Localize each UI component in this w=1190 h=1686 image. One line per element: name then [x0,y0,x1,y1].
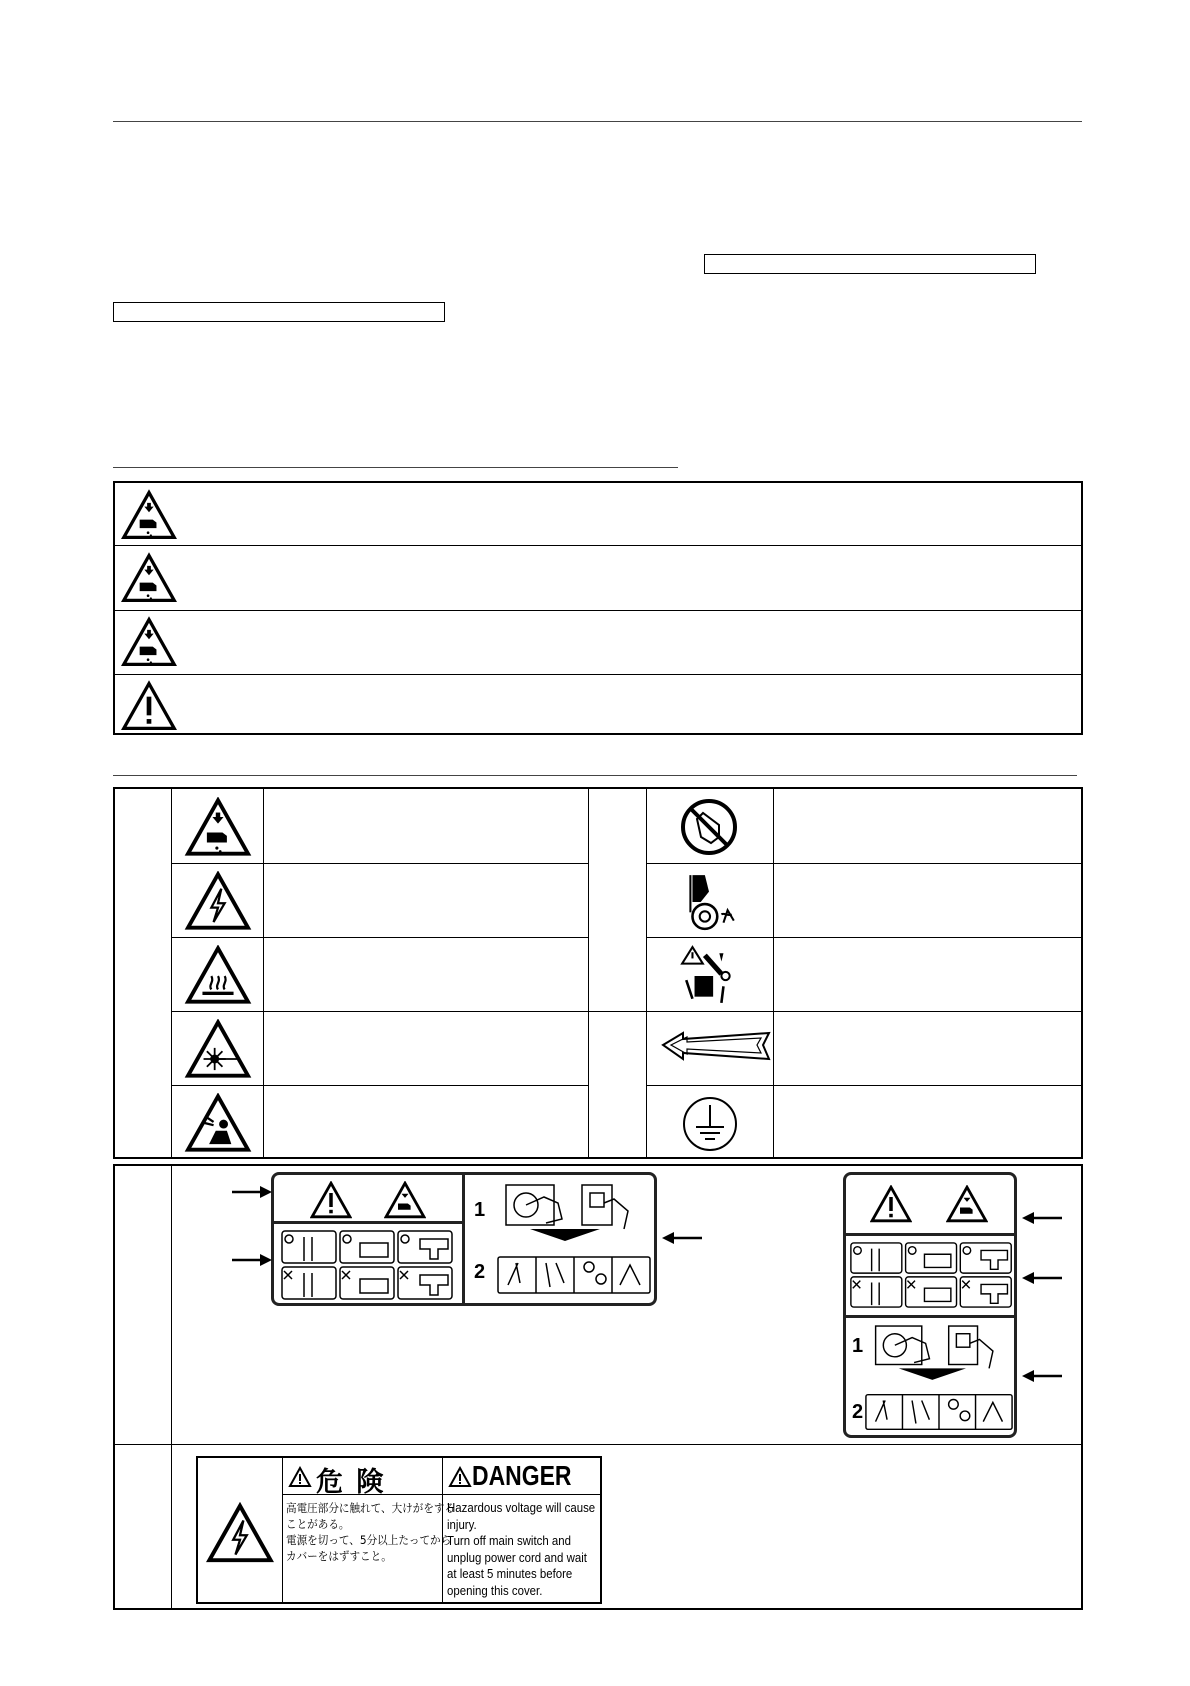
section-rule-2 [113,775,1077,776]
hand-crush-warning-icon [121,489,177,541]
step-1-number: 1 [474,1199,486,1221]
ground-icon [681,1095,739,1153]
pointer-arrow-icon [662,1230,702,1246]
power-switch-off-icon [496,1181,652,1243]
blank-field-box-1 [704,254,1036,274]
hand-crush-warning-icon [183,797,253,857]
pulley-belt-icon [676,871,742,933]
pointer-arrow-icon [232,1184,272,1200]
pointer-arrow-icon [232,1252,272,1268]
danger-en-line: injury. [447,1516,477,1532]
no-touch-icon [676,797,742,857]
pictogram-grid [849,1239,1015,1311]
exclamation-warning-icon [310,1181,352,1219]
direction-arrow-icon [659,1025,775,1065]
warning-label-horizontal [271,1172,657,1306]
needle-injury-icon [676,945,742,1007]
danger-en-line: opening this cover. [447,1582,543,1598]
hand-crush-warning-icon [384,1181,426,1219]
small-warning-triangle-icon [448,1466,472,1488]
hot-surface-icon [183,945,253,1005]
section-rule-1 [113,467,678,468]
danger-en-text [447,1500,595,1599]
danger-label [196,1456,602,1604]
exclamation-warning-icon [121,680,177,732]
blank-field-box-2 [113,302,445,322]
pictogram-grid [280,1229,456,1301]
danger-en-heading: DANGER [472,1460,572,1491]
danger-jp-text [286,1500,455,1564]
danger-jp-heading: 危 険 [316,1467,386,1498]
hand-crush-warning-icon [121,616,177,668]
laser-icon [183,1019,253,1079]
small-warning-triangle-icon [288,1466,312,1488]
step-2-number: 2 [852,1401,864,1423]
exclamation-warning-icon [870,1185,912,1223]
maintenance-pictograms [496,1255,652,1295]
danger-jp-line: ことがある。 [286,1517,350,1531]
danger-en-line: unplug power cord and wait [447,1549,587,1565]
warning-label-vertical [843,1172,1017,1438]
danger-jp-line: 高電圧部分に触れて、大けがをする [286,1501,456,1515]
step-2-number: 2 [474,1261,486,1283]
high-voltage-icon [183,871,253,931]
high-voltage-icon [206,1502,274,1564]
entanglement-icon [183,1093,253,1153]
pointer-arrow-icon [1022,1368,1062,1384]
hand-crush-warning-icon [121,552,177,604]
danger-jp-line: カバーをはずすこと。 [286,1549,392,1563]
power-switch-off-icon [866,1321,1016,1383]
symbols-table [113,787,1083,1159]
pointer-arrow-icon [1022,1210,1062,1226]
top-rule [113,121,1082,122]
danger-en-line: at least 5 minutes before [447,1566,573,1581]
danger-en-line: Hazardous voltage will cause [447,1500,596,1515]
warning-rows-table [113,481,1083,735]
hand-crush-warning-icon [946,1185,988,1223]
pointer-arrow-icon [1022,1270,1062,1286]
danger-jp-line: 電源を切って、5分以上たってから [286,1533,452,1547]
step-1-number: 1 [852,1335,864,1357]
maintenance-pictograms [864,1391,1014,1433]
danger-en-line: Turn off main switch and [447,1533,571,1548]
